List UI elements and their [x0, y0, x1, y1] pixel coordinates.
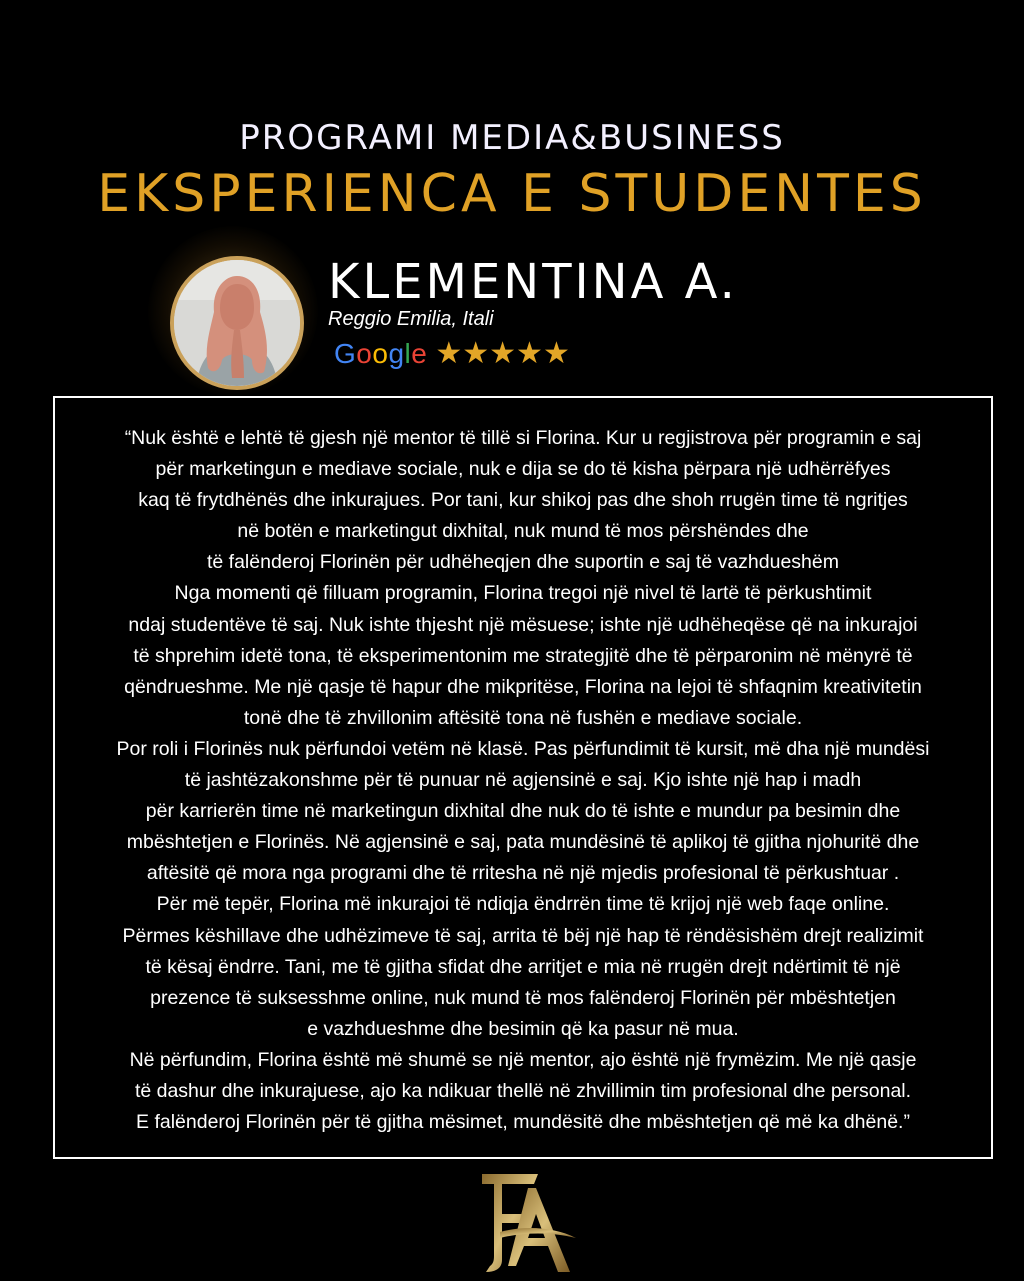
review-line: të falënderoj Florinën për udhëheqjen dhe suportin e saj të vazhdueshëm — [206, 551, 839, 574]
review-line: Për më tepër, Florina më inkurajoi të ndiqja ëndrrën time të krijoj një web faqe online. — [156, 893, 890, 916]
review-line: Por roli i Florinës nuk përfundoi vetëm në klasë. Pas përfundimit të kursit, më dha një mundësi — [116, 737, 930, 760]
google-rating — [334, 336, 570, 372]
review-line: e vazhdueshme dhe besimin që ka pasur në mua. — [307, 1017, 739, 1040]
review-line: aftësitë që mora nga programi dhe të rritesha në një mjedis profesional të përkushtuar . — [146, 862, 900, 885]
google-letter: o — [356, 338, 373, 369]
review-line: ndaj studentëve të saj. Nuk ishte thjesht një mësuese; ishte një udhëheqëse që na inkurajoi — [128, 613, 918, 636]
review-line: në botën e marketingut dixhital, nuk mund të mos përshëndes dhe — [237, 520, 809, 543]
star-icon: ★ — [516, 337, 543, 370]
page-title: EKSPERIENCA E STUDENTES — [97, 164, 927, 224]
review-line: të kësaj ëndrre. Tani, me të gjitha sfidat dhe arritjet e mia në rrugën drejt ndërtimit të një — [145, 955, 901, 978]
review-line: të dashur dhe inkurajuese, ajo ka ndikuar thellë në zhvillimin tim profesional dhe personal. — [134, 1079, 912, 1102]
review-line: prezence të suksesshme online, nuk mund të mos falënderoj Florinën për mbështetjen — [150, 986, 896, 1009]
star-icon: ★ — [489, 337, 517, 370]
review-line: mbështetjen e Florinës. Në agjensinë e saj, pata mundësinë të aplikoj të gjitha njohuritë dhe — [126, 831, 920, 854]
star-icon: ★ — [462, 337, 490, 370]
review-line: E falënderoj Florinën për të gjitha mësimet, mundësitë dhe mbështetjen që më ka dhënë.” — [136, 1111, 910, 1134]
student-name: KLEMENTINA A. — [328, 254, 738, 310]
star-icon: ★ — [435, 337, 463, 370]
google-letter: G — [334, 338, 357, 369]
review-line: “Nuk është e lehtë të gjesh një mentor të tillë si Florina. Kur u regjistrova për programin e saj — [124, 427, 922, 449]
student-photo — [174, 260, 300, 386]
review-line: për karrierën time në marketingun dixhital dhe nuk do të ishte e mundur pa besimin dhe — [145, 800, 901, 823]
star-icon: ★ — [542, 337, 570, 370]
fa-logo — [472, 1168, 582, 1276]
star-rating — [435, 339, 570, 369]
google-letter: g — [388, 338, 405, 369]
review-line: Nga momenti që filluam programin, Florina tregoi një nivel të lartë të përkushtimit — [174, 582, 872, 605]
google-letter: l — [404, 338, 412, 369]
fa-monogram-icon — [472, 1168, 582, 1276]
review-line: për marketingun e mediave sociale, nuk e dija se do të kisha përpara një udhërrëfyes — [155, 458, 891, 481]
review-line: kaq të frytdhënës dhe inkurajues. Por tani, kur shikoj pas dhe shoh rrugën time të ngritjes — [138, 489, 908, 512]
google-logo — [334, 338, 427, 370]
student-location: Reggio Emilia, Itali — [328, 308, 494, 330]
review-box — [53, 396, 993, 1159]
review-line: Përmes këshillave dhe udhëzimeve të saj, arrita të bëj një hap të rëndësishëm drejt realizimit — [122, 924, 924, 947]
review-text — [55, 423, 991, 1138]
review-line: të shprehim idetë tona, të eksperimentonim me strategjitë dhe të përparonim në mënyrë të — [133, 644, 913, 667]
review-line: tonë dhe të zhvillonim aftësitë tona në fushën e mediave sociale. — [243, 706, 803, 729]
review-line: Në përfundim, Florina është më shumë se një mentor, ajo është një frymëzim. Me një qasje — [129, 1048, 917, 1071]
review-line: qëndrueshme. Me një qasje të hapur dhe mikpritëse, Florina na lejoi të shfaqnim kreativitetin — [124, 675, 922, 698]
google-letter: e — [411, 338, 428, 369]
google-letter: o — [372, 338, 389, 369]
review-line: të jashtëzakonshme për të punuar në agjensinë e saj. Kjo ishte një hap i madh — [184, 769, 862, 792]
avatar — [170, 256, 304, 390]
program-subtitle: PROGRAMI MEDIA&BUSINESS — [239, 118, 785, 158]
